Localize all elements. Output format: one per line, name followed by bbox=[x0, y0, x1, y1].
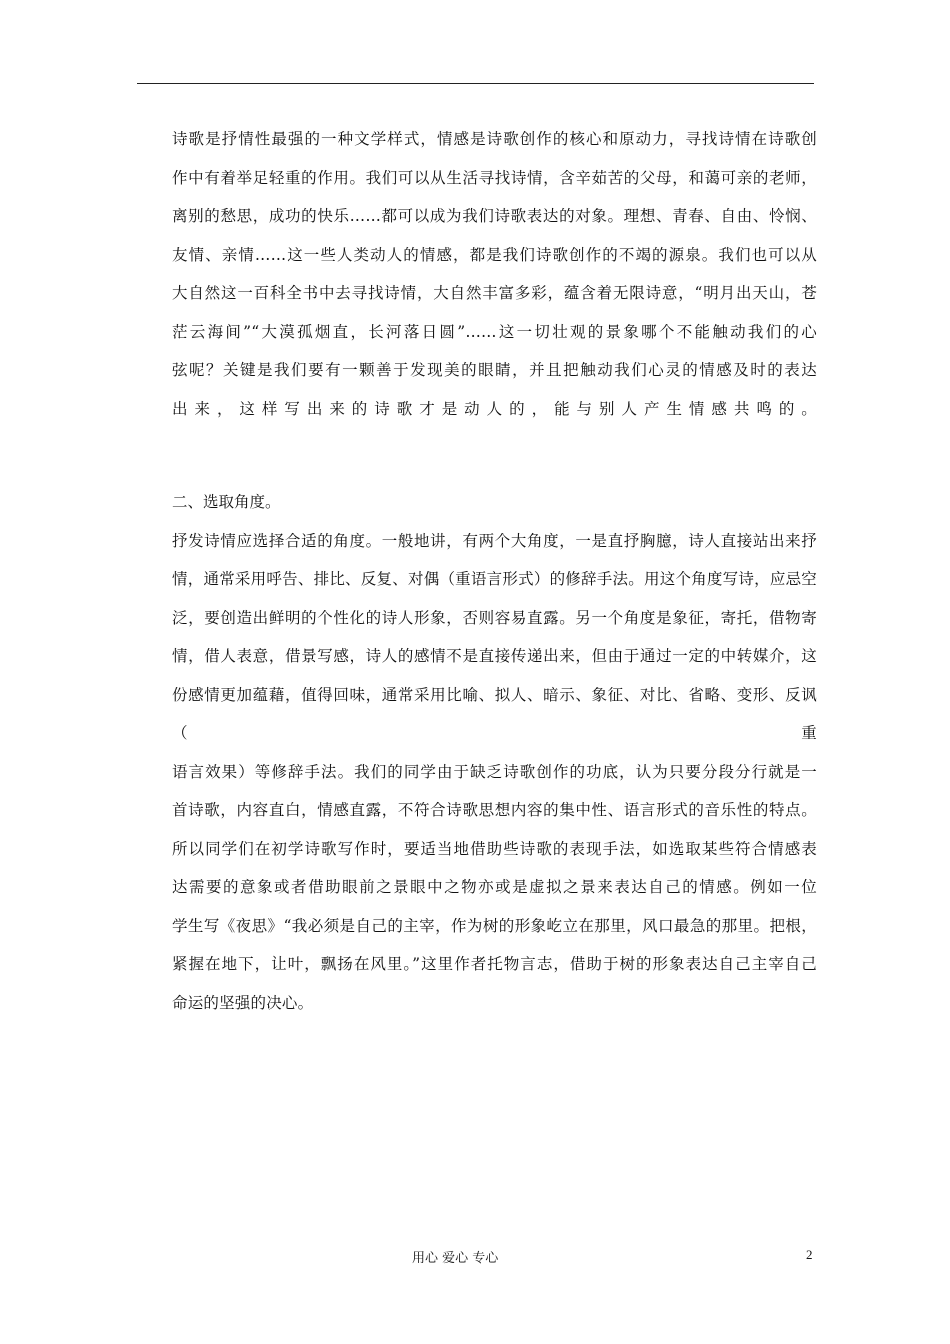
text-line: 份感情更加蕴藉，值得回味，通常采用比喻、拟人、暗示、象征、对比、省略、变形、反讽（重 bbox=[172, 685, 817, 742]
text-line: 友情、亲情……这一些人类动人的情感，都是我们诗歌创作的不竭的源泉。我们也可以从 bbox=[172, 245, 817, 264]
text-line: 命运的坚强的决心。 bbox=[172, 993, 314, 1012]
paragraph-poetic-emotion bbox=[172, 120, 817, 428]
text-line: 离别的愁思，成功的快乐……都可以成为我们诗歌表达的对象。理想、青春、自由、怜悯、 bbox=[172, 207, 817, 225]
text-line: 作中有着举足轻重的作用。我们可以从生活寻找诗情，含辛茹苦的父母，和蔼可亲的老师， bbox=[172, 168, 817, 187]
text-line: 达需要的意象或者借助眼前之景眼中之物亦或是虚拟之景来表达自己的情感。例如一位 bbox=[172, 878, 817, 896]
section-heading: 二、选取角度。 bbox=[172, 493, 281, 511]
text-line: 首诗歌，内容直白，情感直露，不符合诗歌思想内容的集中性、语言形式的音乐性的特点。 bbox=[172, 801, 817, 819]
text-line: 所以同学们在初学诗歌写作时，要适当地借助些诗歌的表现手法，如选取某些符合情感表 bbox=[172, 839, 817, 858]
text-line: 诗歌是抒情性最强的一种文学样式，情感是诗歌创作的核心和原动力，寻找诗情在诗歌创 bbox=[172, 130, 817, 148]
text-line: 弦呢？关键是我们要有一颗善于发现美的眼睛，并且把触动我们心灵的情感及时的表达 bbox=[172, 361, 817, 379]
paragraph-gap bbox=[172, 428, 817, 483]
text-line: 抒发诗情应选择合适的角度。一般地讲，有两个大角度，一是直抒胸臆，诗人直接站出来抒 bbox=[172, 531, 817, 550]
text-line: 情，通常采用呼告、排比、反复、对偶（重语言形式）的修辞手法。用这个角度写诗，应忌空 bbox=[172, 570, 817, 588]
text-line: 大自然这一百科全书中去寻找诗情，大自然丰富多彩，蕴含着无限诗意，“明月出天山，苍 bbox=[172, 284, 817, 302]
page-footer bbox=[0, 1247, 950, 1269]
header-rule bbox=[137, 83, 814, 84]
text-line: 语言效果）等修辞手法。我们的同学由于缺乏诗歌创作的功底，认为只要分段分行就是一 bbox=[172, 762, 817, 781]
body-text bbox=[172, 120, 817, 1022]
text-line: 情，借人表意，借景写感，诗人的感情不是直接传递出来，但由于通过一定的中转媒介，这 bbox=[172, 647, 817, 665]
text-line: 紧握在地下，让叶，飘扬在风里。”这里作者托物言志，借助于树的形象表达自己主宰自己 bbox=[172, 955, 817, 973]
page-number: 2 bbox=[806, 1247, 813, 1262]
text-line: 学生写《夜思》“我必须是自己的主宰，作为树的形象屹立在那里，风口最急的那里。把根， bbox=[172, 916, 817, 935]
text-line: 茫云海间”“大漠孤烟直，长河落日圆”……这一切壮观的景象哪个不能触动我们的心 bbox=[172, 322, 817, 341]
footer-motto: 用心 爱心 专心 bbox=[412, 1251, 499, 1266]
paragraph-choose-angle bbox=[172, 522, 817, 1023]
text-line: 出来，这样写出来的诗歌才是动人的，能与别人产生情感共鸣的。 bbox=[172, 399, 817, 418]
text-line: 泛，要创造出鲜明的个性化的诗人形象，否则容易直露。另一个角度是象征，寄托，借物寄 bbox=[172, 608, 817, 627]
